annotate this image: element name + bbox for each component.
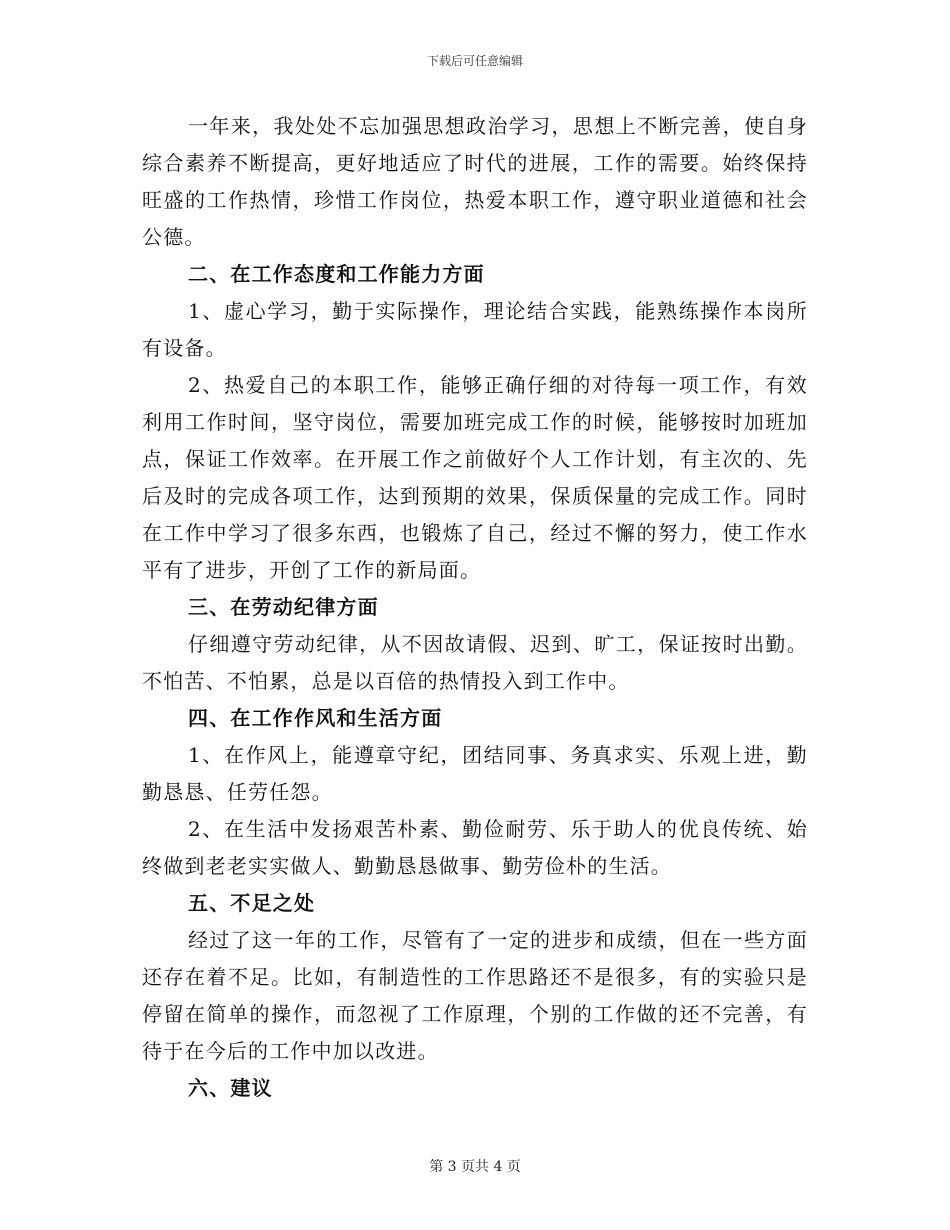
paragraph-life: 2、在生活中发扬艰苦朴素、勤俭耐劳、乐于助人的优良传统、始终做到老老实实做人、勤勤恳恳做事、勤劳俭朴的生活。 bbox=[142, 817, 808, 878]
paragraph-discipline: 仔细遵守劳动纪律，从不因故请假、迟到、旷工，保证按时出勤。不怕苦、不怕累，总是以百倍的热情投入到工作中。 bbox=[142, 632, 808, 693]
section-heading-shortcomings: 五、不足之处 bbox=[188, 891, 316, 915]
document-body bbox=[142, 108, 808, 1107]
section-heading-suggestions: 六、建议 bbox=[188, 1076, 273, 1100]
paragraph-shortcomings: 经过了这一年的工作，尽管有了一定的进步和成绩，但在一些方面还存在着不足。比如，有制造性的工作思路还不是很多，有的实验只是停留在简单的操作，而忽视了工作原理，个别的工作做的还不完善，有待于在今后的工作中加以改进。 bbox=[142, 928, 808, 1063]
paragraph-learning: 1、虚心学习，勤于实际操作，理论结合实践，能熟练操作本岗所有设备。 bbox=[142, 299, 808, 360]
page-number-footer: 第 3 页共 4 页 bbox=[429, 1159, 521, 1175]
section-heading-discipline: 三、在劳动纪律方面 bbox=[188, 595, 379, 619]
paragraph-intro: 一年来，我处处不忘加强思想政治学习，思想上不断完善，使自身综合素养不断提高，更好地适应了时代的进展，工作的需要。始终保持旺盛的工作热情，珍惜工作岗位，热爱本职工作，遵守职业道德和社会公德。 bbox=[142, 114, 808, 249]
section-heading-attitude-ability: 二、在工作态度和工作能力方面 bbox=[188, 262, 485, 286]
paragraph-work-style: 1、在作风上，能遵章守纪，团结同事、务真求实、乐观上进，勤勤恳恳、任劳任怨。 bbox=[142, 743, 808, 804]
paragraph-dedication: 2、热爱自己的本职工作，能够正确仔细的对待每一项工作，有效利用工作时间，坚守岗位，需要加班完成工作的时候，能够按时加班加点，保证工作效率。在开展工作之前做好个人工作计划，有主次的、先后及时的完成各项工作，达到预期的效果，保质保量的完成工作。同时在工作中学习了很多东西，也锻炼了自己，经过不懈的努力，使工作水平有了进步，开创了工作的新局面。 bbox=[142, 373, 808, 582]
section-heading-style-life: 四、在工作作风和生活方面 bbox=[188, 706, 443, 730]
page-header: 下载后可任意编辑 bbox=[426, 54, 523, 68]
